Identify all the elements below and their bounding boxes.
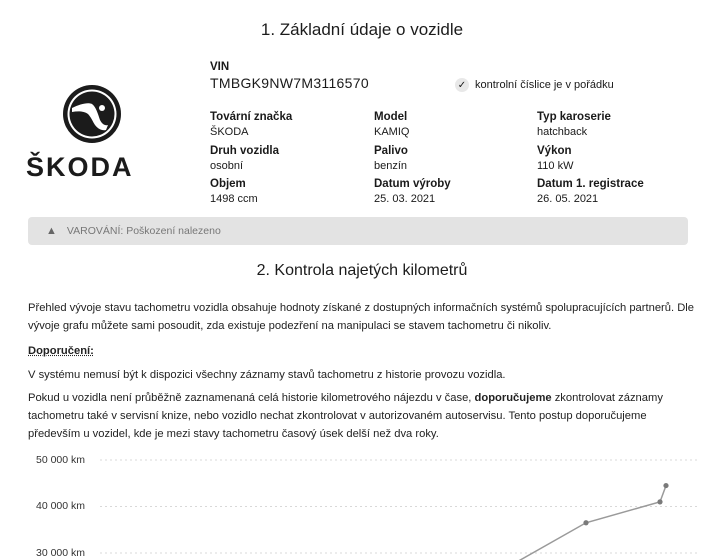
- advice-bold: doporučujeme: [474, 392, 552, 404]
- vin-value: TMBGK9NW7M3116570: [210, 75, 369, 91]
- field-label: Objem: [210, 178, 246, 190]
- field-production-date: [374, 178, 451, 205]
- recommendation-label: Doporučení:: [28, 345, 94, 357]
- field-label: Druh vozidla: [210, 145, 280, 157]
- checkmark-icon: ✓: [455, 78, 469, 92]
- field-label: Datum výroby: [374, 178, 451, 190]
- advice-paragraph: [28, 389, 698, 443]
- vin-check: [455, 78, 614, 92]
- section-2-title: 2. Kontrola najetých kilometrů: [256, 262, 468, 279]
- field-value: 25. 03. 2021: [374, 193, 436, 205]
- field-label: Model: [374, 111, 408, 123]
- warning-label: VAROVÁNÍ:: [66, 225, 124, 237]
- field-value: hatchback: [537, 126, 588, 138]
- data-point: [663, 483, 668, 488]
- y-tick-label: 40 000 km: [36, 500, 86, 512]
- field-value: 1498 ccm: [210, 193, 258, 205]
- field-label: Typ karoserie: [537, 111, 611, 123]
- field-value: ŠKODA: [210, 126, 249, 138]
- field-value: osobní: [210, 160, 244, 172]
- chart-plot-area: [0, 440, 724, 560]
- field-label: Výkon: [537, 145, 572, 157]
- advice-text-1: Pokud u vozidla není průběžně zaznamenaná celá historie kilometrového nájezdu v čase,: [28, 392, 475, 404]
- field-fuel: [374, 145, 408, 172]
- data-point: [657, 499, 662, 504]
- field-value: 26. 05. 2021: [537, 193, 599, 205]
- field-label: Datum 1. registrace: [537, 178, 644, 190]
- skoda-emblem-icon: [62, 84, 122, 144]
- section-1-title: 1. Základní údaje o vozidle: [260, 20, 464, 39]
- field-model: [374, 111, 409, 138]
- field-body-type: [537, 111, 611, 138]
- vin-label: VIN: [210, 61, 230, 73]
- warning-text: Poškození nalezeno: [126, 225, 221, 237]
- brand-wordmark: ŠKODA: [26, 152, 134, 182]
- warning-triangle-icon: ▲: [46, 225, 57, 237]
- mileage-chart: [0, 440, 724, 560]
- field-power: [537, 145, 573, 172]
- intro-paragraph: Přehled vývoje stavu tachometru vozidla obsahuje hodnoty získané z dostupných informačních systémů spolupracujících partnerů. Dle vývoje grafu můžete sami posoudit, zda existuje podezření na manipulaci se stavem tachometru či nikoliv.: [28, 302, 695, 332]
- advice-text-2: zkontrolovat záznamy tachometru také v servisní knize, nebo vozidlo nechat zkontrolovat v autorizovaném autoservisu. Tento postup doporučujeme především u vozidel, kde je mezi stavy tachometru časový úsek delší než dva roky.: [28, 392, 663, 440]
- field-label: Tovární značka: [210, 111, 293, 123]
- field-label: Palivo: [374, 145, 408, 157]
- field-value: 110 kW: [537, 160, 574, 172]
- field-vehicle-kind: [210, 145, 279, 172]
- note-paragraph: V systému nemusí být k dispozici všechny záznamy stavů tachometru z historie provozu vozidla.: [28, 369, 506, 381]
- y-tick-label: 50 000 km: [36, 454, 86, 466]
- field-displacement: [210, 178, 258, 205]
- y-tick-label: 30 000 km: [36, 547, 86, 559]
- field-brand: [210, 111, 292, 138]
- warning-banner: [28, 217, 688, 245]
- field-value: KAMIQ: [374, 126, 410, 138]
- data-point: [583, 520, 588, 525]
- recommendation-heading: [28, 342, 698, 360]
- field-first-registration: [537, 178, 644, 205]
- field-value: benzín: [374, 160, 408, 172]
- vin-check-text: kontrolní číslice je v pořádku: [475, 79, 614, 91]
- skoda-logo: [26, 84, 162, 184]
